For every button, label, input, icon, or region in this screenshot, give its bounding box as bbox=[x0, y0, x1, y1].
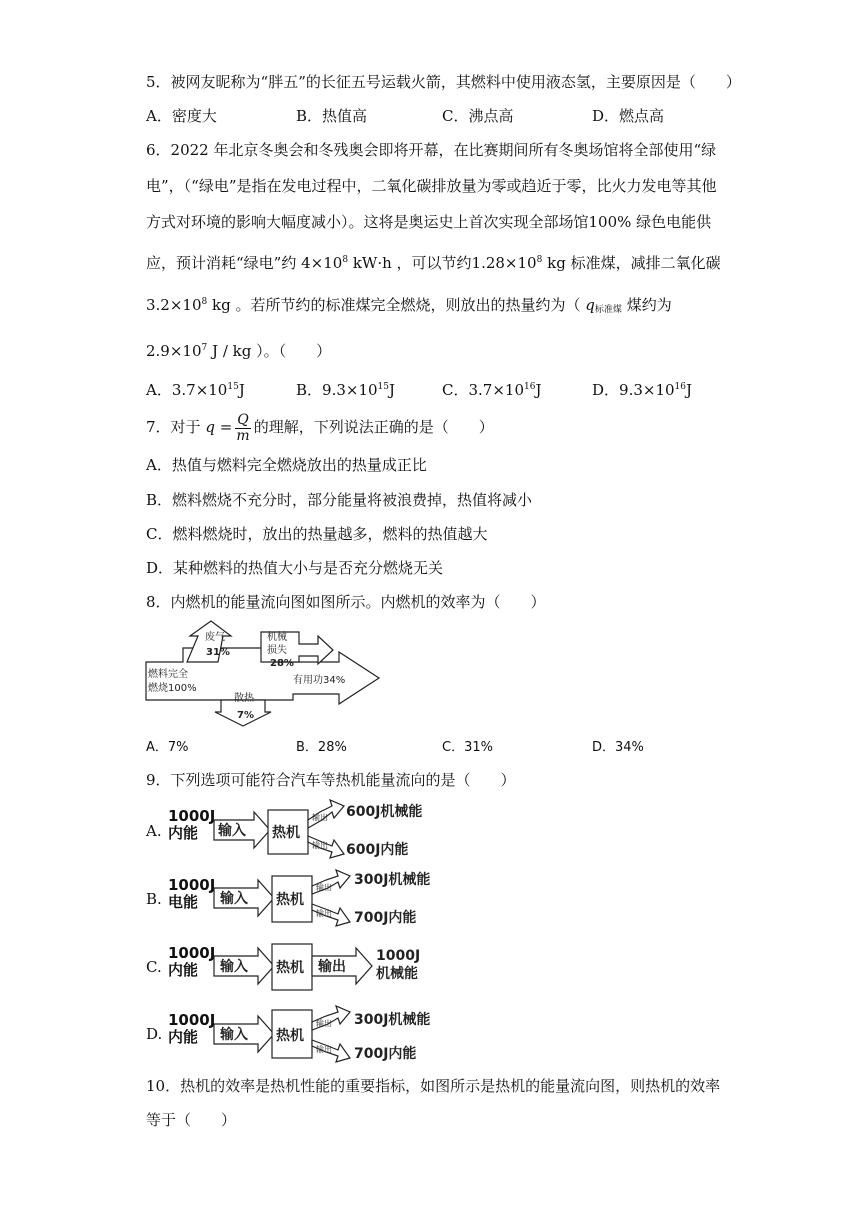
q9-b-output-top: 输出 bbox=[316, 883, 332, 892]
q9-d-input-label: 输入 bbox=[220, 1027, 248, 1043]
q10-line-1: 10．热机的效率是热机性能的重要指标，如图所示是热机的能量流向图，则热机的效率 bbox=[146, 1077, 721, 1095]
q6-option-a: A．$3.7\times 10^{15}J$ bbox=[146, 381, 245, 399]
q8-useful-label: 有用功34% bbox=[293, 675, 346, 686]
q8-source-label-1: 燃料完全 bbox=[148, 669, 188, 680]
q7-numerator: Q bbox=[237, 411, 249, 428]
q6-green-power-value: 应，预计消耗“绿电”约 4×10 bbox=[146, 254, 343, 272]
q9-d-output-top: 输出 bbox=[316, 1019, 332, 1028]
q5-stem: 5．被网友昵称为“胖五”的长征五号运载火箭，其燃料中使用液态氢，主要原因是（ ） bbox=[146, 73, 741, 91]
q9-b-input-label: 输入 bbox=[220, 891, 248, 907]
q7-denominator: m bbox=[236, 427, 250, 444]
q9-option-b-source: 1000J 电能 bbox=[168, 876, 216, 911]
q6-exp-3: 8 bbox=[201, 297, 208, 307]
q9-b-output-bottom: 输出 bbox=[316, 909, 332, 918]
q8-mech-label-2: 损失 bbox=[267, 645, 287, 656]
q8-mech-label-3: 28% bbox=[270, 658, 294, 669]
q9-option-b-letter: B. bbox=[146, 890, 162, 908]
q9-b-engine-label: 热机 bbox=[276, 892, 304, 908]
q8-mech-label-1: 机械 bbox=[267, 632, 287, 643]
q9-c-out1: 1000J bbox=[376, 948, 421, 964]
q5-option-a: A．密度大 bbox=[146, 107, 217, 125]
q9-option-c-source: 1000J 内能 bbox=[168, 944, 216, 979]
q8-exhaust-label-2: 31% bbox=[206, 647, 230, 658]
q5-option-b: B．热值高 bbox=[296, 107, 368, 125]
q9-a-out2: 600J内能 bbox=[346, 842, 409, 858]
q6-option-d: D．$9.3\times 10^{16}J$ bbox=[592, 381, 693, 399]
q6-line-3: 方式对环境的影响大幅度减小）。这将是奥运史上首次实现全部场馆100% 绿色电能供 bbox=[146, 213, 712, 231]
q9-option-d-source: 1000J 内能 bbox=[168, 1011, 216, 1046]
q9-a-output-top: 输出 bbox=[312, 813, 328, 822]
q8-energy-flow-diagram bbox=[143, 618, 383, 728]
q6-exp-2: 8 bbox=[536, 255, 543, 265]
q6-line-5-tail: 煤约为 bbox=[626, 296, 672, 314]
q5-option-d: D．燃点高 bbox=[592, 107, 665, 125]
q8-option-b: B．28% bbox=[296, 740, 347, 755]
q6-line-5 bbox=[146, 292, 672, 320]
q9-option-d-letter: D. bbox=[146, 1025, 163, 1043]
q7-stem bbox=[146, 410, 494, 444]
q9-c-out2: 机械能 bbox=[376, 966, 418, 982]
q6-exp-4: 7 bbox=[201, 343, 208, 353]
q7-fraction bbox=[235, 413, 250, 444]
q6-coal-value: kW·h ，可以节约1.28×10 bbox=[352, 254, 537, 272]
q9-b-out1: 300J机械能 bbox=[354, 872, 431, 888]
q8-option-d: D．34% bbox=[592, 740, 644, 755]
q7-post: 的理解，下列说法正确的是（ ） bbox=[253, 418, 494, 436]
q6-line-1: 6．2022 年北京冬奥会和冬残奥会即将开幕，在比赛期间所有冬奥场馆将全部使用“绿 bbox=[146, 141, 717, 159]
q6-q-symbol: q bbox=[585, 296, 595, 314]
q7-option-c: C．燃料燃烧时，放出的热量越多，燃料的热值越大 bbox=[146, 525, 488, 543]
q6-line-6-tail: J / kg ）。（ ） bbox=[212, 342, 332, 360]
q9-a-input-label: 输入 bbox=[218, 823, 246, 839]
q6-line-4-tail: kg 标准煤，减排二氧化碳 bbox=[547, 254, 721, 272]
q9-option-a-letter: A. bbox=[146, 822, 162, 840]
q10-line-2: 等于（ ） bbox=[146, 1111, 237, 1129]
q9-a-engine-label: 热机 bbox=[272, 825, 300, 841]
q6-line-4 bbox=[146, 250, 721, 273]
q6-heat-value: 2.9×10 bbox=[146, 342, 202, 360]
q9-d-out1: 300J机械能 bbox=[354, 1012, 431, 1028]
q8-options bbox=[146, 738, 706, 758]
q9-b-out2: 700J内能 bbox=[354, 910, 417, 926]
q9-d-engine-label: 热机 bbox=[276, 1028, 304, 1044]
q9-option-a-source: 1000J 内能 bbox=[168, 807, 216, 842]
q9-option-b-diagram bbox=[210, 864, 450, 934]
q6-option-b: B．$9.3\times 10^{15}J$ bbox=[296, 381, 396, 399]
q9-d-out2: 700J内能 bbox=[354, 1046, 417, 1062]
q5-option-c: C．沸点高 bbox=[442, 107, 514, 125]
q9-option-d-diagram bbox=[210, 1000, 450, 1070]
q9-d-output-bottom: 输出 bbox=[316, 1045, 332, 1054]
q8-option-a: A．7% bbox=[146, 740, 189, 755]
q5-options bbox=[146, 106, 706, 126]
q9-c-output-label: 输出 bbox=[318, 959, 346, 975]
q6-line-5-text: kg 。若所节约的标准煤完全燃烧，则放出的热量约为（ bbox=[212, 296, 581, 314]
q9-c-engine-label: 热机 bbox=[276, 960, 304, 976]
q7-option-d: D．某种燃料的热值大小与是否充分燃烧无关 bbox=[146, 559, 444, 577]
q9-option-c-diagram bbox=[210, 940, 450, 996]
q9-c-input-label: 输入 bbox=[220, 959, 248, 975]
q8-exhaust-label-1: 废气 bbox=[205, 632, 225, 643]
q6-options bbox=[146, 377, 706, 397]
q9-option-c-letter: C. bbox=[146, 958, 162, 976]
q9-a-out1: 600J机械能 bbox=[346, 804, 423, 820]
q7-option-a: A．热值与燃料完全燃烧放出的热量成正比 bbox=[146, 456, 427, 474]
q8-heat-label-2: 7% bbox=[237, 710, 254, 721]
q8-stem: 8．内燃机的能量流向图如图所示。内燃机的效率为（ ） bbox=[146, 593, 546, 611]
q9-a-output-bottom: 输出 bbox=[312, 841, 328, 850]
q6-line-2: 电”，（“绿电”是指在发电过程中，二氧化碳排放量为零或趋近于零，比火力发电等其他 bbox=[146, 177, 717, 195]
q8-option-c: C．31% bbox=[442, 740, 493, 755]
q6-option-c: C．$3.7\times 10^{16}J$ bbox=[442, 381, 542, 399]
q6-co2-value: 3.2×10 bbox=[146, 296, 202, 314]
q7-pre: 7．对于 bbox=[146, 418, 201, 436]
q7-option-b: B．燃料燃烧不充分时，部分能量将被浪费掉，热值将减小 bbox=[146, 491, 533, 509]
q8-heat-label-1: 散热 bbox=[234, 693, 254, 704]
q8-source-label-2: 燃烧100% bbox=[148, 683, 197, 694]
q7-formula-lhs: q = bbox=[205, 418, 233, 436]
q6-q-subscript: 标准煤 bbox=[594, 305, 622, 315]
q9-stem: 9．下列选项可能符合汽车等热机能量流向的是（ ） bbox=[146, 771, 516, 789]
q6-line-6 bbox=[146, 338, 331, 361]
q6-exp-1: 8 bbox=[342, 255, 349, 265]
q9-option-a-diagram bbox=[210, 796, 450, 866]
